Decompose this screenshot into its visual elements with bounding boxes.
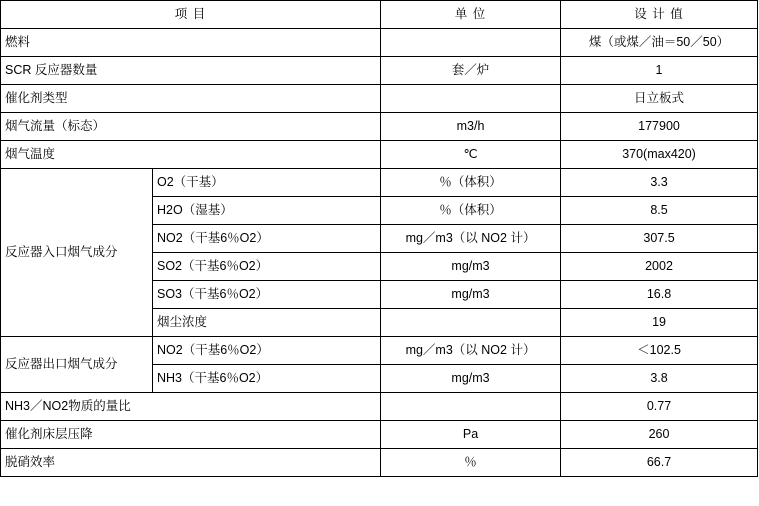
row-unit: mg/m3 bbox=[381, 281, 561, 309]
table-row bbox=[1, 337, 758, 365]
row-sub-label: O2（干基） bbox=[153, 169, 381, 197]
row-value: ＜102.5 bbox=[561, 337, 758, 365]
row-unit: mg／m3（以 NO2 计） bbox=[381, 225, 561, 253]
row-value: 16.8 bbox=[561, 281, 758, 309]
row-sub-label: 烟尘浓度 bbox=[153, 309, 381, 337]
row-item-label: 烟气温度 bbox=[1, 141, 381, 169]
table-header-row bbox=[1, 1, 758, 29]
row-value: 8.5 bbox=[561, 197, 758, 225]
row-unit: mg/m3 bbox=[381, 365, 561, 393]
row-unit: m3/h bbox=[381, 113, 561, 141]
row-item-label: NH3／NO2物质的量比 bbox=[1, 393, 381, 421]
row-unit: 套／炉 bbox=[381, 57, 561, 85]
row-item-label: 烟气流量（标态） bbox=[1, 113, 381, 141]
row-value: 19 bbox=[561, 309, 758, 337]
row-item-label: 脱硝效率 bbox=[1, 449, 381, 477]
header-value: 设 计 值 bbox=[561, 1, 758, 29]
row-value: 177900 bbox=[561, 113, 758, 141]
table-row bbox=[1, 169, 758, 197]
table-row bbox=[1, 113, 758, 141]
row-value: 3.8 bbox=[561, 365, 758, 393]
row-value: 370(max420) bbox=[561, 141, 758, 169]
row-value: 日立板式 bbox=[561, 85, 758, 113]
row-sub-label: NO2（干基6％O2） bbox=[153, 225, 381, 253]
table-row bbox=[1, 393, 758, 421]
row-unit: ％ bbox=[381, 449, 561, 477]
row-unit bbox=[381, 393, 561, 421]
row-sub-label: SO2（干基6％O2） bbox=[153, 253, 381, 281]
table-row bbox=[1, 421, 758, 449]
row-sub-label: NH3（干基6％O2） bbox=[153, 365, 381, 393]
row-unit: ℃ bbox=[381, 141, 561, 169]
row-value: 1 bbox=[561, 57, 758, 85]
row-item-label: 燃料 bbox=[1, 29, 381, 57]
row-value: 0.77 bbox=[561, 393, 758, 421]
row-value: 260 bbox=[561, 421, 758, 449]
table-row bbox=[1, 57, 758, 85]
row-unit bbox=[381, 85, 561, 113]
table-row bbox=[1, 141, 758, 169]
row-value: 2002 bbox=[561, 253, 758, 281]
row-group-label-outlet: 反应器出口烟气成分 bbox=[1, 337, 153, 393]
row-value: 煤（或煤／油＝50／50） bbox=[561, 29, 758, 57]
row-value: 3.3 bbox=[561, 169, 758, 197]
table-row bbox=[1, 85, 758, 113]
row-unit: ％（体积） bbox=[381, 197, 561, 225]
row-item-label: 催化剂类型 bbox=[1, 85, 381, 113]
row-sub-label: H2O（湿基） bbox=[153, 197, 381, 225]
row-value: 66.7 bbox=[561, 449, 758, 477]
header-unit: 单 位 bbox=[381, 1, 561, 29]
row-item-label: SCR 反应器数量 bbox=[1, 57, 381, 85]
row-group-label-inlet: 反应器入口烟气成分 bbox=[1, 169, 153, 337]
table-row bbox=[1, 449, 758, 477]
header-item: 项 目 bbox=[1, 1, 381, 29]
row-sub-label: NO2（干基6％O2） bbox=[153, 337, 381, 365]
row-unit bbox=[381, 309, 561, 337]
row-unit: ％（体积） bbox=[381, 169, 561, 197]
row-value: 307.5 bbox=[561, 225, 758, 253]
table-row bbox=[1, 29, 758, 57]
row-unit: mg/m3 bbox=[381, 253, 561, 281]
row-item-label: 催化剂床层压降 bbox=[1, 421, 381, 449]
row-unit: mg／m3（以 NO2 计） bbox=[381, 337, 561, 365]
row-unit bbox=[381, 29, 561, 57]
row-sub-label: SO3（干基6％O2） bbox=[153, 281, 381, 309]
row-unit: Pa bbox=[381, 421, 561, 449]
